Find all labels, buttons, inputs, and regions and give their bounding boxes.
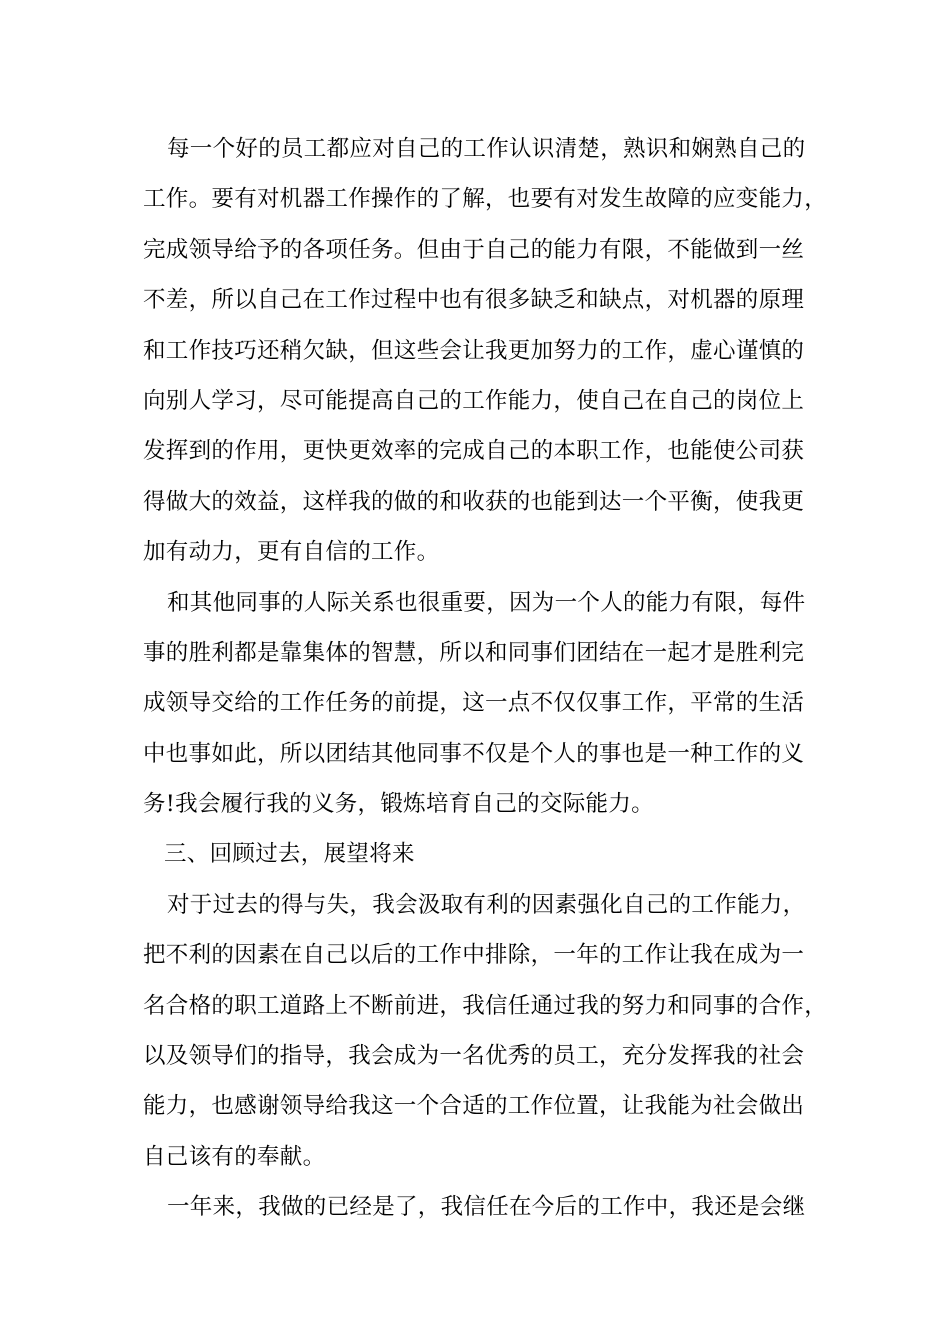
paragraph-line: 向别人学习，尽可能提高自己的工作能力，使自己在自己的岗位上 <box>143 387 805 414</box>
paragraph-line: 对于过去的得与失，我会汲取有利的因素强化自己的工作能力， <box>167 891 806 918</box>
paragraph-line: 和工作技巧还稍欠缺，但这些会让我更加努力的工作，虚心谨慎的 <box>143 337 805 364</box>
document-body <box>143 124 828 1233</box>
paragraph-line: 事的胜利都是靠集体的智慧，所以和同事们团结在一起才是胜利完 <box>143 639 805 666</box>
paragraph-line: 发挥到的作用，更快更效率的完成自己的本职工作，也能使公司获 <box>143 438 805 465</box>
paragraph-line: 不差，所以自己在工作过程中也有很多缺乏和缺点，对机器的原理 <box>143 287 805 314</box>
paragraph-line: 加有动力，更有自信的工作。 <box>143 539 440 566</box>
paragraph-line: 得做大的效益，这样我的做的和收获的也能到达一个平衡，使我更 <box>143 488 805 515</box>
paragraph-line: 能力，也感谢领导给我这一个合适的工作位置，让我能为社会做出 <box>143 1093 805 1120</box>
paragraph-line: 和其他同事的人际关系也很重要，因为一个人的能力有限，每件 <box>167 589 806 616</box>
paragraph-line: 以及领导们的指导，我会成为一名优秀的员工，充分发挥我的社会 <box>143 1043 805 1070</box>
paragraph-line: 完成领导给予的各项任务。但由于自己的能力有限，不能做到一丝 <box>143 236 805 263</box>
section-heading: 三、回顾过去，展望将来 <box>164 841 415 868</box>
paragraph-line: 每一个好的员工都应对自己的工作认识清楚，熟识和娴熟自己的 <box>167 136 806 162</box>
paragraph-line: 成领导交给的工作任务的前提，这一点不仅仅事工作，平常的生活 <box>143 690 805 717</box>
paragraph-line: 名合格的职工道路上不断前进，我信任通过我的努力和同事的合作， <box>143 992 828 1019</box>
paragraph-line: 一年来，我做的已经是了，我信任在今后的工作中，我还是会继 <box>167 1194 806 1221</box>
paragraph-line: 自己该有的奉献。 <box>143 1143 326 1170</box>
paragraph-line: 把不利的因素在自己以后的工作中排除，一年的工作让我在成为一 <box>143 942 805 969</box>
paragraph-line: 中也事如此，所以团结其他同事不仅是个人的事也是一种工作的义 <box>143 740 805 767</box>
paragraph-line: 工作。要有对机器工作操作的了解，也要有对发生故障的应变能力， <box>143 186 828 213</box>
paragraph-line: 务!我会履行我的义务，锻炼培育自己的交际能力。 <box>143 791 654 818</box>
